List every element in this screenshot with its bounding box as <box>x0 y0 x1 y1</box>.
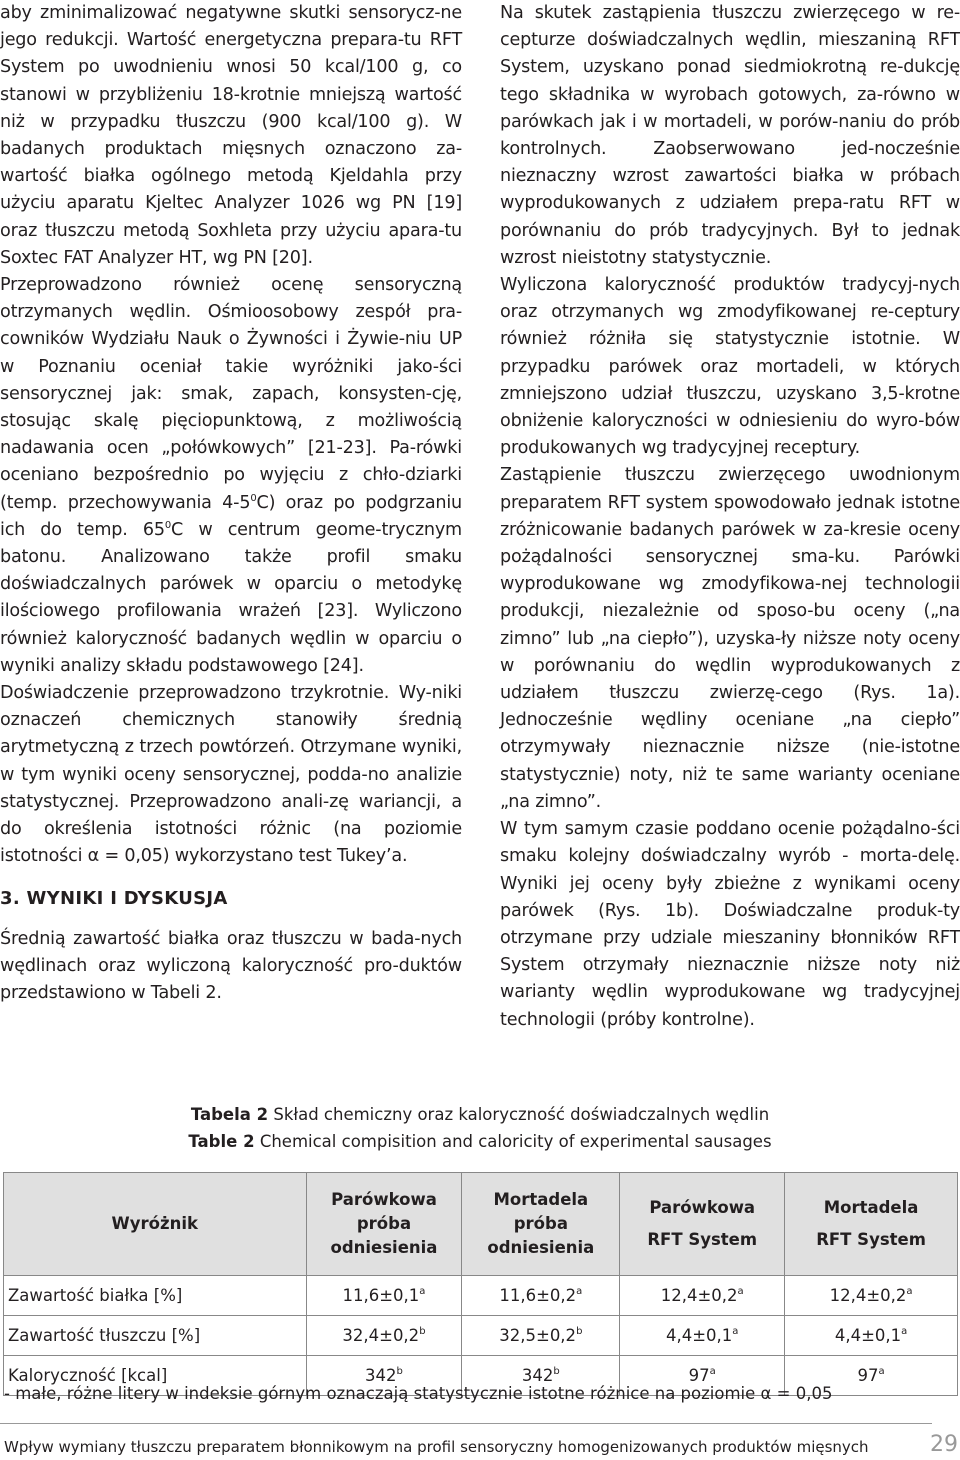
column-header-line: odniesienia <box>330 1238 438 1257</box>
text-span: C) oraz po podgrzaniu ich do temp. 65 <box>0 492 462 540</box>
table-cell <box>306 1316 462 1356</box>
column-header <box>785 1173 958 1276</box>
caption-label: Table 2 <box>188 1132 255 1151</box>
table-cell <box>785 1276 958 1316</box>
paragraph: Na skutek zastąpienia tłuszczu zwierzęcego w re-cepturze doświadczalnych wędlin, mieszaniną RFT System, uzyskano ponad siedmiokrotną re-dukcję tego składnika w wyrobach gotowych, za-równo w parówkach jak i w mortadeli, w porów-naniu do prób kontrolnych. Zaobserwowano jed-nocześnie nieznaczny wzrost zawartości białka w próbach wyprodukowanych z udziałem prepa-ratu RFT w porównaniu do prób tradycyjnych. Był to jednak wzrost nieistotny statystycznie. <box>500 3 960 268</box>
running-footer: Wpływ wymiany tłuszczu preparatem błonnikowym na profil sensoryczny homogenizowanych produktów mięsnych <box>4 1438 869 1456</box>
paragraph: Doświadczenie przeprowadzono trzykrotnie. Wy-niki oznaczeń chemicznych stanowiły średnią arytmetyczną z trzech powtórzeń. Otrzymane wyniki, w tym wyniki oceny sensorycznej, podda-no analizie statystycznej. Przeprowadzono anali-zę wariancji, a do określenia istotności różnic (na poziomie istotności α = 0,05) wykorzystano test Tukey’a. <box>0 683 462 867</box>
significance-letter: a <box>732 1326 739 1337</box>
column-header <box>4 1173 307 1276</box>
paragraph: Zastąpienie tłuszczu zwierzęcego uwodnionym preparatem RFT system spowodowało jednak istotne zróżnicowanie badanych parówek w za-kresie oceny pożądalności sensorycznej sma-ku. Parówki wyprodukowane wg zmodyfikowa-nej technologii produkcji, niezależnie od sposo-bu oceny („na zimno” lub „na ciepło”), uzyska-ły niższe noty oceny w porównaniu do wędlin wyprodukowanych z udziałem tłuszczu zwierzę-cego (Rys. 1a). Jednocześnie wędliny oceniane „na ciepło” otrzymywały nieznacznie niższe (nie-istotne statystycznie) noty, niż te same warianty oceniane „na zimno”. <box>500 465 960 812</box>
row-label: Kaloryczność [kcal] <box>4 1356 307 1396</box>
table-cell <box>620 1276 785 1316</box>
table-cell <box>620 1316 785 1356</box>
text-span: Przeprowadzono również ocenę sensoryczną otrzymanych wędlin. Ośmioosobowy zespół pra-cowników Wydziału Nauk o Żywności i Żywie-niu UP w Poznaniu oceniał takie wyróżniki jako-ści sensorycznej jak: smak, zapach, konsysten-cję, stosując skalę pięciopunktową, z możliwością nadawania ocen „połówkowych” [21-23]. Pa-rówki oceniano bezpośrednio po wyjęciu z chło-dziarki (temp. przechowywania 4-5 <box>0 275 462 513</box>
cell-value: 11,6±0,2 <box>499 1286 577 1305</box>
cell-value: 342 <box>521 1366 554 1385</box>
significance-letter: a <box>576 1286 583 1297</box>
column-header-line: Parówkowa <box>649 1198 756 1217</box>
table-cell <box>462 1316 620 1356</box>
column-header-line: próba <box>513 1214 568 1233</box>
cell-value: 32,4±0,2 <box>342 1326 420 1345</box>
table-body <box>4 1276 958 1396</box>
footer-divider <box>0 1423 932 1424</box>
column-header <box>306 1173 462 1276</box>
significance-letter: a <box>709 1366 716 1377</box>
page-number: 29 <box>930 1432 958 1457</box>
section-heading: 3. WYNIKI I DYSKUSJA <box>0 887 228 909</box>
significance-letter: a <box>901 1326 908 1337</box>
significance-letter: a <box>906 1286 913 1297</box>
column-header-line: RFT System <box>647 1230 758 1249</box>
right-column <box>500 0 960 1034</box>
row-label: Zawartość białka [%] <box>4 1276 307 1316</box>
cell-value: 4,4±0,1 <box>665 1326 733 1345</box>
table-note: - małe, różne litery w indeksie górnym oznaczają statystycznie istotne różnice na poziomie α = 0,05 <box>4 1384 833 1403</box>
cell-value: 12,4±0,2 <box>660 1286 738 1305</box>
left-column <box>0 0 462 1007</box>
superscript: 0 <box>164 519 172 531</box>
column-header-line: Mortadela <box>493 1190 589 1209</box>
chemical-composition-table <box>3 1172 958 1396</box>
caption-label: Tabela 2 <box>190 1105 269 1124</box>
table-row <box>4 1276 958 1316</box>
paragraph: Średnią zawartość białka oraz tłuszczu w bada-nych wędlinach oraz wyliczoną kaloryczność pro-duktów przedstawiono w Tabeli 2. <box>0 928 462 1004</box>
column-header-line: Parówkowa <box>331 1190 437 1209</box>
column-header-line: RFT System <box>816 1230 926 1249</box>
text-span: C w centrum geome-trycznym batonu. Analizowano także profil smaku doświadczalnych parówek w oparciu o metodykę ilościowego profilowania wrażeń [23]. Wyliczono również kaloryczność badanych wędlin w oparciu o wyniki analizy składu podstawowego [24]. <box>0 519 462 676</box>
column-header-line: Mortadela <box>823 1198 919 1217</box>
caption-text: Skład chemiczny oraz kaloryczność doświadczalnych wędlin <box>268 1105 770 1124</box>
table-caption-pl <box>0 1101 960 1128</box>
table-cell <box>785 1316 958 1356</box>
paragraph: aby zminimalizować negatywne skutki sensorycz-ne jego redukcji. Wartość energetyczna prepara-tu RFT System po uwodnieniu wnosi 50 kcal/100 g, co stanowi w przybliżeniu 18-krotnie mniejszą wartość niż w przypadku tłuszczu (900 kcal/100 g). W badanych produktach mięsnych oznaczono za-wartość białka ogólnego metodą Kjeldahla przy użyciu aparatu Kjeltec Analyzer 1026 wg PN [19] oraz tłuszczu metodą Soxhleta przy użyciu apara-tu Soxtec FAT Analyzer HT, wg PN [20]. <box>0 3 462 268</box>
significance-letter: b <box>396 1366 403 1377</box>
column-header <box>462 1173 620 1276</box>
paragraph <box>0 272 462 680</box>
significance-letter: a <box>419 1286 426 1297</box>
paragraph: W tym samym czasie poddano ocenie pożądalno-ści smaku kolejny doświadczalny wyrób - morta-delę. Wyniki jej oceny były zbieżne z wynikami oceny parówek (Rys. 1b). Doświadczalne produk-ty otrzymane przy udziale mieszaniny błonników RFT System otrzymały nieznacznie niższe noty niż warianty wędlin wyprodukowane wg tradycyjnej technologii (próby kontrolne). <box>500 819 960 1030</box>
significance-letter: b <box>419 1326 426 1337</box>
column-header-line: próba <box>356 1214 412 1233</box>
cell-value: 97 <box>688 1366 710 1385</box>
cell-value: 4,4±0,1 <box>834 1326 902 1345</box>
column-header-line: Wyróżnik <box>111 1214 198 1233</box>
significance-letter: b <box>553 1366 560 1377</box>
table-caption-en <box>0 1128 960 1155</box>
table-header-row <box>4 1173 958 1276</box>
table-cell <box>306 1276 462 1316</box>
significance-letter: b <box>576 1326 583 1337</box>
column-header-line: odniesienia <box>487 1238 595 1257</box>
significance-letter: a <box>878 1366 885 1377</box>
row-label: Zawartość tłuszczu [%] <box>4 1316 307 1356</box>
cell-value: 12,4±0,2 <box>829 1286 907 1305</box>
cell-value: 342 <box>365 1366 397 1385</box>
cell-value: 32,5±0,2 <box>499 1326 577 1345</box>
cell-value: 97 <box>857 1366 879 1385</box>
table-row <box>4 1316 958 1356</box>
column-header <box>620 1173 785 1276</box>
table-cell <box>462 1276 620 1316</box>
cell-value: 11,6±0,1 <box>342 1286 420 1305</box>
superscript: 0 <box>250 492 257 504</box>
significance-letter: a <box>737 1286 744 1297</box>
paragraph: Wyliczona kaloryczność produktów tradycyj-nych oraz otrzymanych wg zmodyfikowanej re-ceptury również różniła się statystycznie istotnie. W przypadku parówek oraz mortadeli, w których zmniejszono udział tłuszczu, uzyskano 3,5-krotne obniżenie kaloryczności w odniesieniu do wyro-bów produkowanych wg tradycyjnej receptury. <box>500 275 960 459</box>
caption-text: Chemical compisition and caloricity of experimental sausages <box>254 1132 772 1151</box>
